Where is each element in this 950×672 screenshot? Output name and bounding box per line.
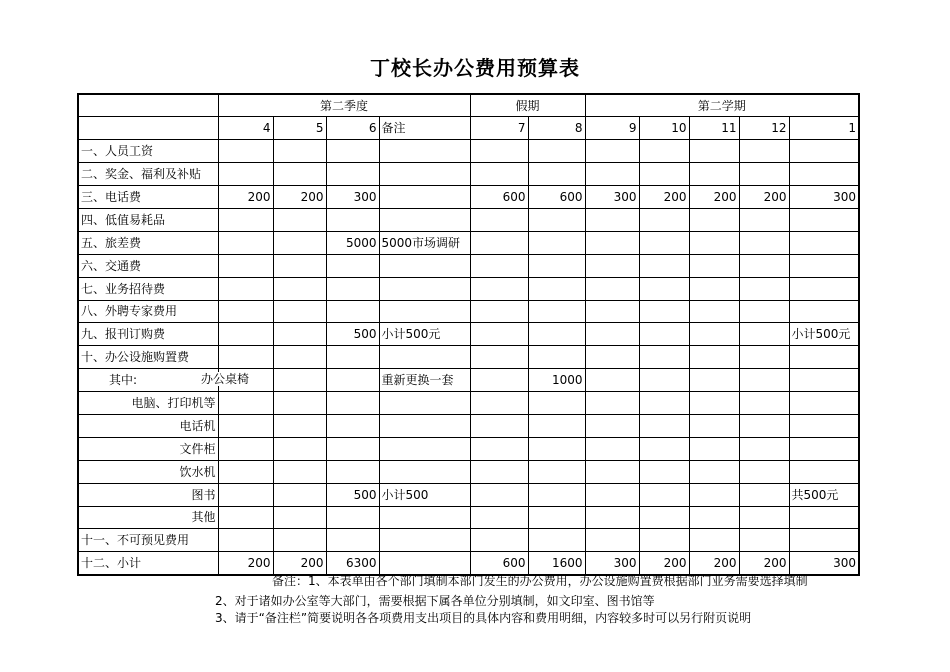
value-cell bbox=[470, 369, 528, 392]
note-line-2: 2、对于诸如办公室等大部门，需要根据下属各单位分别填制，如文印室、图书馆等 bbox=[215, 594, 655, 608]
value-cell bbox=[528, 300, 585, 323]
month-header: 11 bbox=[689, 117, 739, 140]
value-cell bbox=[326, 346, 379, 369]
row-label: 电脑、打印机等 bbox=[78, 392, 218, 415]
value-cell bbox=[528, 140, 585, 163]
value-cell bbox=[326, 254, 379, 277]
value-cell bbox=[273, 346, 326, 369]
value-cell bbox=[326, 529, 379, 552]
value-cell bbox=[218, 529, 273, 552]
value-cell bbox=[218, 346, 273, 369]
value-cell bbox=[689, 346, 739, 369]
page-title: 丁校长办公费用预算表 bbox=[370, 56, 580, 80]
value-cell bbox=[585, 346, 639, 369]
value-cell: 500 bbox=[326, 483, 379, 506]
table-row bbox=[78, 483, 859, 506]
value-cell: 200 bbox=[689, 552, 739, 575]
row-label: 五、旅差费 bbox=[78, 231, 218, 254]
value-cell bbox=[470, 254, 528, 277]
value-cell bbox=[273, 323, 326, 346]
value-cell bbox=[789, 369, 859, 392]
value-cell bbox=[585, 483, 639, 506]
month-header: 7 bbox=[470, 117, 528, 140]
month-header: 9 bbox=[585, 117, 639, 140]
value-cell bbox=[689, 254, 739, 277]
month-header: 8 bbox=[528, 117, 585, 140]
value-cell: 1000 bbox=[528, 369, 585, 392]
remark-cell: 重新更换一套 bbox=[379, 369, 470, 392]
value-cell bbox=[326, 392, 379, 415]
value-cell bbox=[739, 392, 789, 415]
remark-cell bbox=[379, 529, 470, 552]
value-cell bbox=[639, 254, 689, 277]
value-cell bbox=[585, 460, 639, 483]
value-cell: 1600 bbox=[528, 552, 585, 575]
value-cell bbox=[273, 506, 326, 529]
row-label-prefix: 其中: bbox=[109, 373, 138, 388]
value-cell bbox=[739, 460, 789, 483]
value-cell bbox=[739, 277, 789, 300]
value-cell bbox=[528, 506, 585, 529]
value-cell: 300 bbox=[585, 186, 639, 209]
value-cell bbox=[639, 277, 689, 300]
row-label: 图书 bbox=[78, 483, 218, 506]
group-header-q2: 第二季度 bbox=[218, 94, 470, 117]
table-row bbox=[78, 277, 859, 300]
value-cell bbox=[528, 231, 585, 254]
month-header: 1 bbox=[789, 117, 859, 140]
value-cell bbox=[585, 254, 639, 277]
value-cell bbox=[326, 437, 379, 460]
value-cell bbox=[639, 163, 689, 186]
value-cell bbox=[639, 346, 689, 369]
value-cell bbox=[273, 414, 326, 437]
table-row bbox=[78, 140, 859, 163]
remark-cell bbox=[379, 506, 470, 529]
value-cell bbox=[585, 506, 639, 529]
row-label: 二、奖金、福利及补贴 bbox=[78, 163, 218, 186]
value-cell: 200 bbox=[739, 186, 789, 209]
value-cell bbox=[739, 163, 789, 186]
value-cell bbox=[639, 506, 689, 529]
value-cell bbox=[273, 254, 326, 277]
value-cell bbox=[789, 392, 859, 415]
value-cell bbox=[218, 231, 273, 254]
value-cell bbox=[218, 392, 273, 415]
month-header: 6 bbox=[326, 117, 379, 140]
value-cell bbox=[470, 300, 528, 323]
value-cell bbox=[789, 208, 859, 231]
value-cell: 小计500元 bbox=[789, 323, 859, 346]
table-row bbox=[78, 254, 859, 277]
value-cell bbox=[739, 208, 789, 231]
value-cell bbox=[218, 323, 273, 346]
value-cell bbox=[585, 392, 639, 415]
value-cell bbox=[218, 506, 273, 529]
remark-cell bbox=[379, 254, 470, 277]
value-cell bbox=[585, 529, 639, 552]
table-row bbox=[78, 300, 859, 323]
value-cell bbox=[470, 231, 528, 254]
value-cell bbox=[470, 529, 528, 552]
value-cell: 6300 bbox=[326, 552, 379, 575]
table-row bbox=[78, 437, 859, 460]
value-cell bbox=[789, 437, 859, 460]
header-corner-cell bbox=[78, 94, 218, 117]
table-row bbox=[78, 163, 859, 186]
value-cell bbox=[739, 483, 789, 506]
value-cell bbox=[739, 414, 789, 437]
month-header: 12 bbox=[739, 117, 789, 140]
value-cell bbox=[528, 277, 585, 300]
value-cell: 200 bbox=[739, 552, 789, 575]
table-row bbox=[78, 460, 859, 483]
value-cell bbox=[273, 140, 326, 163]
value-cell bbox=[739, 231, 789, 254]
value-cell bbox=[218, 277, 273, 300]
value-cell bbox=[528, 208, 585, 231]
value-cell bbox=[739, 346, 789, 369]
value-cell bbox=[689, 529, 739, 552]
row-label-item: 办公桌椅 bbox=[201, 372, 250, 387]
value-cell bbox=[470, 208, 528, 231]
value-cell bbox=[326, 369, 379, 392]
value-cell: 200 bbox=[218, 186, 273, 209]
value-cell bbox=[639, 414, 689, 437]
value-cell bbox=[326, 208, 379, 231]
value-cell bbox=[218, 460, 273, 483]
value-cell: 200 bbox=[218, 552, 273, 575]
value-cell bbox=[326, 300, 379, 323]
value-cell: 200 bbox=[273, 186, 326, 209]
value-cell: 200 bbox=[639, 552, 689, 575]
value-cell bbox=[789, 277, 859, 300]
row-label: 九、报刊订购费 bbox=[78, 323, 218, 346]
value-cell bbox=[689, 483, 739, 506]
header-label-cell bbox=[78, 117, 218, 140]
row-label: 一、人员工资 bbox=[78, 140, 218, 163]
value-cell bbox=[689, 277, 739, 300]
value-cell bbox=[528, 346, 585, 369]
value-cell: 200 bbox=[273, 552, 326, 575]
row-label: 八、外聘专家费用 bbox=[78, 300, 218, 323]
value-cell bbox=[739, 254, 789, 277]
value-cell bbox=[273, 277, 326, 300]
budget-table bbox=[77, 93, 860, 576]
table-row bbox=[78, 323, 859, 346]
value-cell bbox=[218, 140, 273, 163]
value-cell bbox=[585, 163, 639, 186]
value-cell bbox=[639, 208, 689, 231]
value-cell bbox=[528, 483, 585, 506]
remark-cell bbox=[379, 414, 470, 437]
value-cell bbox=[326, 506, 379, 529]
value-cell bbox=[739, 529, 789, 552]
month-header: 10 bbox=[639, 117, 689, 140]
remark-cell bbox=[379, 140, 470, 163]
value-cell bbox=[470, 323, 528, 346]
table-row bbox=[78, 392, 859, 415]
value-cell bbox=[326, 163, 379, 186]
row-label: 十、办公设施购置费 bbox=[78, 346, 218, 369]
row-label: 四、低值易耗品 bbox=[78, 208, 218, 231]
value-cell bbox=[273, 163, 326, 186]
value-cell bbox=[739, 437, 789, 460]
value-cell bbox=[273, 300, 326, 323]
row-label: 其他 bbox=[78, 506, 218, 529]
value-cell bbox=[218, 208, 273, 231]
value-cell bbox=[789, 254, 859, 277]
note-line-1: 备注：1、本表单由各个部门填制本部门发生的办公费用，办公设施购置费根据部门业务需要选择填制 bbox=[272, 574, 808, 588]
value-cell bbox=[639, 483, 689, 506]
value-cell: 5000 bbox=[326, 231, 379, 254]
value-cell bbox=[585, 437, 639, 460]
remark-cell: 小计500 bbox=[379, 483, 470, 506]
value-cell bbox=[789, 346, 859, 369]
row-label: 十二、小计 bbox=[78, 552, 218, 575]
value-cell bbox=[273, 483, 326, 506]
remark-cell bbox=[379, 277, 470, 300]
value-cell bbox=[273, 460, 326, 483]
month-header: 5 bbox=[273, 117, 326, 140]
value-cell: 200 bbox=[689, 186, 739, 209]
table-row bbox=[78, 506, 859, 529]
value-cell bbox=[528, 323, 585, 346]
value-cell bbox=[639, 460, 689, 483]
row-label: 六、交通费 bbox=[78, 254, 218, 277]
value-cell bbox=[326, 277, 379, 300]
table-row bbox=[78, 414, 859, 437]
value-cell bbox=[528, 529, 585, 552]
row-label: 文件柜 bbox=[78, 437, 218, 460]
value-cell bbox=[273, 529, 326, 552]
value-cell bbox=[326, 414, 379, 437]
value-cell bbox=[739, 140, 789, 163]
value-cell bbox=[789, 300, 859, 323]
value-cell bbox=[585, 300, 639, 323]
value-cell bbox=[739, 300, 789, 323]
remark-cell bbox=[379, 208, 470, 231]
value-cell bbox=[689, 208, 739, 231]
value-cell bbox=[585, 208, 639, 231]
value-cell bbox=[689, 323, 739, 346]
value-cell bbox=[585, 323, 639, 346]
value-cell bbox=[739, 369, 789, 392]
remark-cell bbox=[379, 552, 470, 575]
value-cell bbox=[218, 300, 273, 323]
value-cell bbox=[639, 300, 689, 323]
value-cell bbox=[470, 140, 528, 163]
value-cell bbox=[789, 163, 859, 186]
value-cell bbox=[585, 140, 639, 163]
table-row bbox=[78, 369, 859, 392]
remark-header: 备注 bbox=[379, 117, 470, 140]
remark-cell: 5000市场调研 bbox=[379, 231, 470, 254]
value-cell bbox=[470, 506, 528, 529]
value-cell bbox=[585, 277, 639, 300]
value-cell bbox=[273, 231, 326, 254]
value-cell bbox=[528, 163, 585, 186]
value-cell bbox=[689, 437, 739, 460]
value-cell bbox=[639, 392, 689, 415]
value-cell bbox=[218, 483, 273, 506]
value-cell bbox=[470, 437, 528, 460]
value-cell bbox=[689, 163, 739, 186]
value-cell: 共500元 bbox=[789, 483, 859, 506]
value-cell bbox=[639, 231, 689, 254]
value-cell bbox=[218, 163, 273, 186]
value-cell bbox=[639, 140, 689, 163]
value-cell bbox=[689, 506, 739, 529]
value-cell bbox=[528, 414, 585, 437]
header-row-groups bbox=[78, 94, 859, 117]
value-cell bbox=[470, 414, 528, 437]
remark-cell bbox=[379, 460, 470, 483]
header-row-months bbox=[78, 117, 859, 140]
table-row bbox=[78, 231, 859, 254]
value-cell bbox=[689, 414, 739, 437]
value-cell bbox=[470, 277, 528, 300]
row-label bbox=[78, 369, 250, 392]
value-cell bbox=[528, 437, 585, 460]
remark-cell bbox=[379, 392, 470, 415]
table-row bbox=[78, 529, 859, 552]
value-cell bbox=[789, 140, 859, 163]
value-cell bbox=[789, 414, 859, 437]
value-cell bbox=[639, 323, 689, 346]
value-cell bbox=[789, 460, 859, 483]
month-header: 4 bbox=[218, 117, 273, 140]
value-cell bbox=[273, 369, 326, 392]
value-cell bbox=[273, 208, 326, 231]
row-label: 七、业务招待费 bbox=[78, 277, 218, 300]
table-row bbox=[78, 208, 859, 231]
value-cell: 300 bbox=[326, 186, 379, 209]
remark-cell bbox=[379, 346, 470, 369]
value-cell: 300 bbox=[789, 552, 859, 575]
value-cell bbox=[789, 529, 859, 552]
table-row bbox=[78, 552, 859, 575]
remark-cell bbox=[379, 437, 470, 460]
value-cell: 600 bbox=[528, 186, 585, 209]
value-cell: 500 bbox=[326, 323, 379, 346]
value-cell: 200 bbox=[639, 186, 689, 209]
value-cell: 600 bbox=[470, 552, 528, 575]
value-cell bbox=[739, 323, 789, 346]
row-label: 十一、不可预见费用 bbox=[78, 529, 218, 552]
table-row bbox=[78, 186, 859, 209]
remark-cell bbox=[379, 163, 470, 186]
remark-cell: 小计500元 bbox=[379, 323, 470, 346]
table-row bbox=[78, 346, 859, 369]
value-cell bbox=[528, 254, 585, 277]
value-cell bbox=[789, 506, 859, 529]
value-cell bbox=[273, 392, 326, 415]
value-cell bbox=[470, 346, 528, 369]
value-cell: 600 bbox=[470, 186, 528, 209]
value-cell bbox=[739, 506, 789, 529]
value-cell bbox=[470, 483, 528, 506]
value-cell bbox=[639, 529, 689, 552]
value-cell bbox=[585, 231, 639, 254]
row-label: 三、电话费 bbox=[78, 186, 218, 209]
value-cell bbox=[585, 414, 639, 437]
value-cell bbox=[528, 392, 585, 415]
value-cell bbox=[326, 140, 379, 163]
group-header-semester2: 第二学期 bbox=[585, 94, 859, 117]
value-cell bbox=[639, 369, 689, 392]
value-cell bbox=[470, 163, 528, 186]
value-cell bbox=[639, 437, 689, 460]
value-cell bbox=[470, 460, 528, 483]
value-cell bbox=[585, 369, 639, 392]
note-line-3: 3、请于“备注栏”简要说明各各项费用支出项目的具体内容和费用明细，内容较多时可以另行附页说明 bbox=[215, 611, 752, 625]
value-cell bbox=[218, 414, 273, 437]
value-cell bbox=[689, 460, 739, 483]
value-cell: 300 bbox=[585, 552, 639, 575]
row-label: 电话机 bbox=[78, 414, 218, 437]
group-header-holiday: 假期 bbox=[470, 94, 585, 117]
remark-cell bbox=[379, 300, 470, 323]
value-cell bbox=[528, 460, 585, 483]
value-cell bbox=[789, 231, 859, 254]
value-cell bbox=[470, 392, 528, 415]
remark-cell bbox=[379, 186, 470, 209]
value-cell bbox=[689, 140, 739, 163]
value-cell bbox=[273, 437, 326, 460]
value-cell bbox=[218, 254, 273, 277]
value-cell bbox=[689, 300, 739, 323]
value-cell bbox=[218, 437, 273, 460]
value-cell bbox=[326, 460, 379, 483]
value-cell bbox=[689, 231, 739, 254]
value-cell: 300 bbox=[789, 186, 859, 209]
value-cell bbox=[689, 392, 739, 415]
row-label: 饮水机 bbox=[78, 460, 218, 483]
value-cell bbox=[689, 369, 739, 392]
